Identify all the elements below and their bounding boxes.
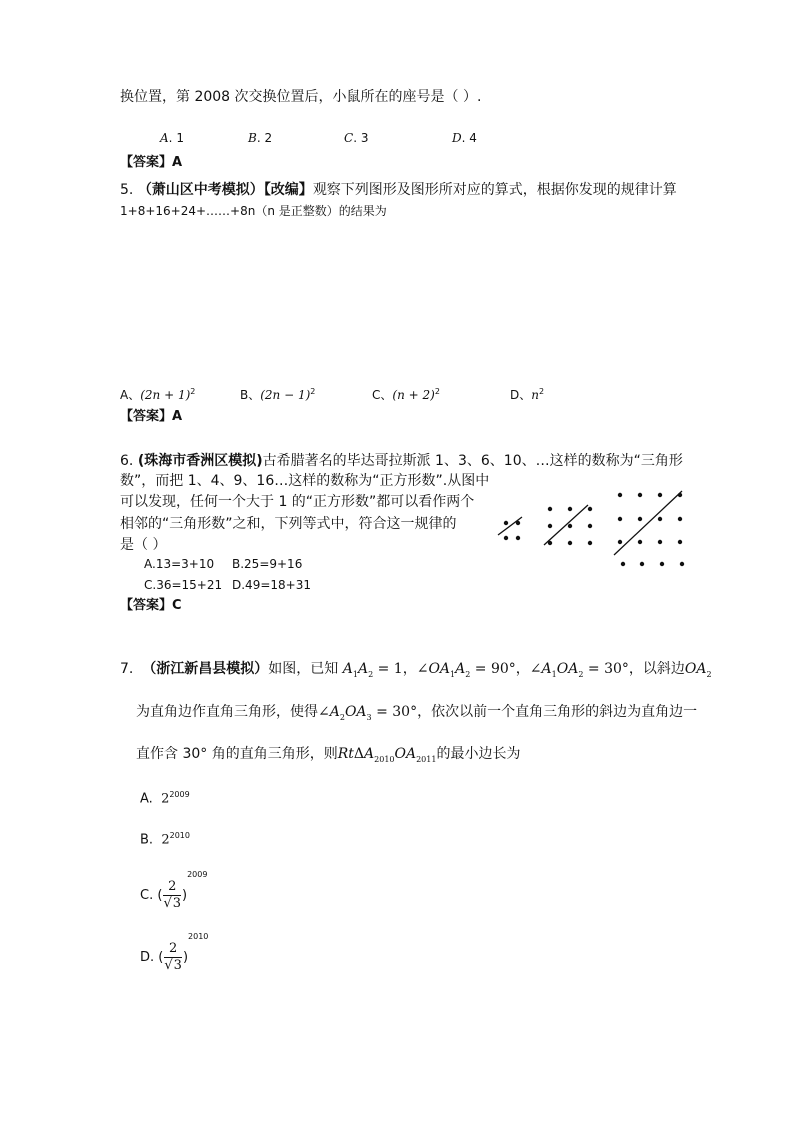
- dot-grid-2x2: [498, 517, 522, 540]
- q4-stem-line: 换位置，第 2008 次交换位置后，小鼠所在的座号是（ ）.: [120, 89, 482, 105]
- q7-stem-line-2: 为直角边作直角三角形，使得$\angle A_2OA_3 = 30^\circ$，依次以前一个直角三角形的斜边为直角边一: [136, 704, 698, 722]
- q5-option-b: B、$(2n - 1)^2$: [240, 387, 316, 402]
- question-number: 6.: [120, 453, 134, 469]
- answer-tag: 【答案】: [120, 155, 173, 170]
- question-text: 观察下列图形及图形所对应的算式，根据你发现的规律计算: [312, 182, 677, 198]
- option-expression: (2n − 1): [260, 388, 311, 402]
- q5-option-a: A、$(2n + 1)^2$: [120, 387, 196, 402]
- q7-stem-line-1: 7. （浙江新昌县模拟）如图，已知 $A_1A_2 = 1$，$\angle OA_1A_2 = 90^\circ$，$\angle A_1OA_2 = 30^\circ$，以斜边$OA_2$: [120, 661, 712, 679]
- q6-option-c: C.36=15+21: [144, 578, 223, 592]
- q6-stem-line-4: 相邻的“三角形数”之和，下列等式中，符合这一规律的: [120, 516, 457, 532]
- q6-stem-line-5: 是（ ）: [120, 537, 167, 553]
- q5-answer: [120, 408, 182, 425]
- fraction-2-over-root3: $\frac{2}{√3}$: [163, 879, 182, 911]
- question-text: 如图，已知: [268, 661, 339, 677]
- q6-stem-line-3: 可以发现，任何一个大于 1 的“正方形数”都可以看作两个: [120, 494, 475, 510]
- q7-option-c: C. ( $\frac{2}{√3}$ )$^{2009}$: [140, 870, 208, 911]
- q7-option-a: A. $2^{2009}$: [140, 790, 190, 807]
- q5-option-c: C、$(n + 2)^2$: [372, 387, 440, 402]
- q6-option-a: A.13=3+10: [144, 557, 215, 571]
- q4-option-a: A. 1: [160, 131, 184, 145]
- answer-tag: 【答案】: [120, 598, 173, 613]
- question-number: 5.: [120, 182, 134, 198]
- math-angle-oa1a2: $\angle OA_1A_2 = 90^\circ$: [416, 661, 516, 679]
- answer-value: A: [172, 409, 183, 424]
- q5-stem-line-2: 1+8+16+24+……+8n（n 是正整数）的结果为: [120, 204, 387, 218]
- q7-option-d: D. ( $\frac{2}{√3}$ )$^{2010}$: [140, 932, 209, 973]
- q6-stem-line-2: 数”，而把 1、4、9、16…这样的数称为“正方形数”.从图中: [120, 473, 490, 489]
- math-angle-a1oa2: $\angle A_1OA_2 = 30^\circ$: [529, 661, 629, 679]
- question-text: 古希腊著名的毕达哥拉斯派 1、3、6、10、…这样的数称为“三角形: [262, 453, 683, 469]
- question-tag: 【改编】: [263, 182, 313, 198]
- q6-answer: [120, 597, 182, 614]
- q5-stem-line-1: [120, 181, 677, 199]
- math-rt-triangle: $Rt\Delta A_{2010}OA_{2011}$: [337, 746, 437, 764]
- question-source: （萧山区中考模拟）: [137, 182, 264, 198]
- q4-option-c: C. 3: [344, 131, 369, 145]
- dot-grid-3x3: [544, 505, 592, 545]
- q6-option-b: B.25=9+16: [232, 557, 303, 571]
- option-expression: n: [531, 388, 539, 402]
- q7-stem-line-3: 直作含 30° 角的直角三角形，则$Rt\Delta A_{2010}OA_{2011}$的最小边长为: [136, 746, 521, 764]
- q6-stem-line-1: [120, 452, 683, 470]
- option-expression: (n + 2): [392, 388, 435, 402]
- answer-value: C: [172, 598, 182, 613]
- question-source: (珠海市香洲区模拟): [137, 453, 263, 469]
- option-expression: (2n + 1): [140, 388, 191, 402]
- answer-tag: 【答案】: [120, 409, 173, 424]
- answer-value: A: [172, 155, 183, 170]
- fraction-2-over-root3: $\frac{2}{√3}$: [164, 941, 182, 973]
- question-source: （浙江新昌县模拟）: [142, 661, 269, 677]
- math-oa2: $OA_2$: [684, 661, 712, 679]
- q5-option-d: D、$n^2$: [510, 387, 545, 402]
- q5-options: [120, 376, 560, 400]
- q4-option-b: B. 2: [248, 131, 273, 145]
- question-number: 7.: [120, 661, 134, 677]
- dot-grid-4x4: [614, 491, 684, 566]
- square-number-dot-figure: [490, 485, 700, 575]
- math-a1a2-equals-1: $A_1A_2 = 1$: [342, 661, 403, 679]
- q7-option-b: B. $2^{2010}$: [140, 831, 190, 848]
- math-angle-a2oa3: $\angle A_2OA_3 = 30^\circ$: [318, 704, 418, 722]
- q6-option-d: D.49=18+31: [232, 578, 311, 592]
- q4-option-d: D. 4: [452, 131, 477, 145]
- q4-answer: [120, 154, 182, 171]
